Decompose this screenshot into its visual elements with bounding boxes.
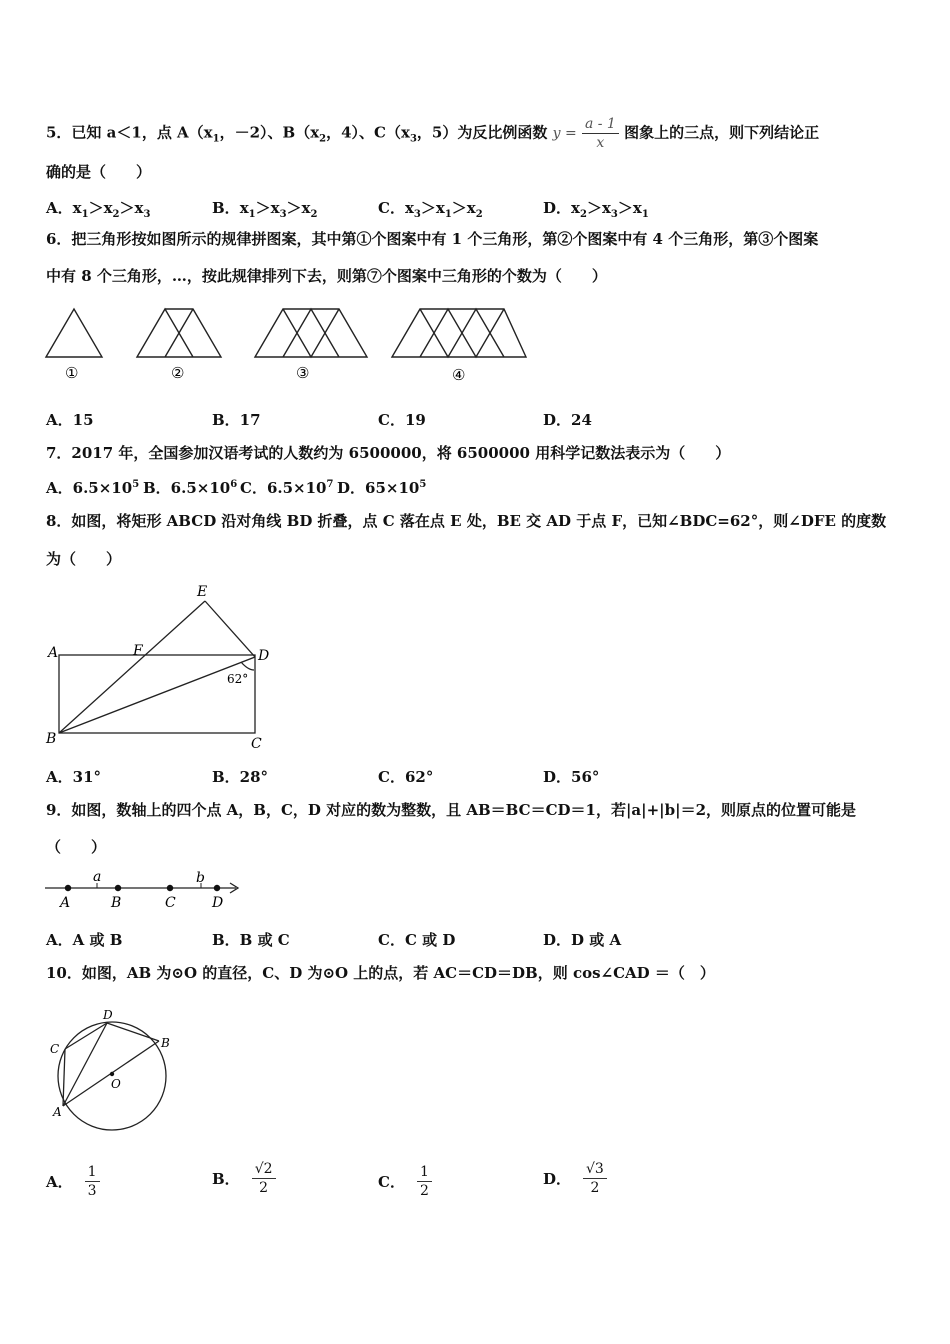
q8-option-c[interactable]: C．62°	[378, 768, 434, 786]
q9-line1: 9．如图，数轴上的四个点 A，B，C，D 对应的数为整数，且 AB＝BC＝CD＝1，若|a|+|b|＝2，则原点的位置可能是	[46, 801, 857, 819]
point-c	[167, 885, 173, 891]
q9-option-d[interactable]: D．D 或 A	[543, 931, 622, 949]
pattern-label-2: ②	[171, 364, 185, 382]
label-c: C	[165, 895, 176, 911]
q10-option-b[interactable]: B． $\frac{√2}{2}$	[212, 1160, 276, 1197]
point-a	[65, 885, 71, 891]
q6-option-c[interactable]: C．19	[378, 411, 426, 429]
q7-line1: 7．2017 年，全国参加汉语考试的人数约为 6500000，将 6500000 用科学记数法表示为（ ）	[46, 444, 731, 462]
label-d: D	[103, 1008, 113, 1022]
q6-option-a[interactable]: A．15	[46, 411, 94, 429]
q9-option-b[interactable]: B．B 或 C	[212, 931, 290, 949]
q8-option-b[interactable]: B．28°	[212, 768, 269, 786]
q5-line1: 5．已知 a＜1，点 $A(x_1$，－2）、$B(x_2$，4）、$C(x_3$，5）为反比例函数 y = $\frac{a - 1}{x}$ 图象上的三点，则下列结论正	[46, 116, 820, 151]
label-a: A	[53, 1105, 62, 1119]
label-o: O	[111, 1077, 121, 1091]
label-d: D	[258, 648, 270, 664]
q5-function-fraction: $\frac{a - 1}{x}$	[582, 115, 619, 152]
q10-line1: 10．如图，AB 为⊙O 的直径，C、D 为⊙O 上的点，若 AC＝CD＝DB，则 cos∠CAD ＝（ ）	[46, 964, 715, 982]
point-b	[115, 885, 121, 891]
q9-option-a[interactable]: A．A 或 B	[46, 931, 123, 949]
label-a-value: a	[93, 869, 102, 885]
label-b: B	[161, 1036, 170, 1050]
angle-label: 62°	[227, 672, 249, 686]
q5-line2: 确的是（ ）	[46, 163, 152, 181]
q7-option-d[interactable]: D．$65\times 10^5$	[337, 479, 427, 497]
label-b-value: b	[196, 870, 205, 886]
q7-option-b[interactable]: B．$6.5\times 10^6$	[143, 479, 238, 497]
q10-circle-figure	[45, 1006, 180, 1131]
q9-line2: （ ）	[46, 838, 107, 856]
pattern-label-3: ③	[296, 364, 310, 382]
q6-option-b[interactable]: B．17	[212, 411, 261, 429]
q6-option-d[interactable]: D．24	[543, 411, 592, 429]
q6-line1: 6．把三角形按如图所示的规律拼图案，其中第①个图案中有 1 个三角形，第②个图案中有 4 个三角形，第③个图案	[46, 230, 819, 248]
pattern-1	[46, 309, 102, 357]
segment-ed	[205, 601, 255, 657]
q7-option-a[interactable]: A．$6.5\times 10^5$	[46, 479, 140, 497]
pattern-label-1: ①	[65, 364, 79, 382]
label-c: C	[50, 1042, 60, 1056]
q10-option-d[interactable]: D． $\frac{√3}{2}$	[543, 1160, 607, 1197]
q6-triangle-pattern-figure	[40, 305, 540, 385]
label-d: D	[212, 895, 224, 911]
label-a: A	[48, 645, 59, 661]
q5-option-d[interactable]: D．$x_2>x_3>x_1$	[543, 199, 649, 220]
q9-option-c[interactable]: C．C 或 D	[378, 931, 456, 949]
chord-ad	[63, 1023, 107, 1106]
q10-option-a[interactable]: A． $\frac{1}{3}$	[46, 1163, 100, 1200]
label-f: F	[133, 643, 143, 659]
q6-line2: 中有 8 个三角形，…，按此规律排列下去，则第⑦个图案中三角形的个数为（ ）	[46, 267, 607, 285]
pattern-label-4: ④	[452, 366, 466, 384]
q5-option-a[interactable]: A．$x_1>x_2>x_3$	[46, 199, 151, 220]
q5-function-y: y =	[552, 125, 577, 142]
q9-number-line-figure	[40, 868, 250, 913]
label-b: B	[111, 895, 122, 911]
angle-arc	[241, 662, 254, 670]
q8-line1: 8．如图，将矩形 ABCD 沿对角线 BD 折叠，点 C 落在点 E 处，BE 交 AD 于点 F，已知∠BDC=62°，则∠DFE 的度数	[46, 512, 887, 530]
point-d	[214, 885, 220, 891]
center-o	[110, 1072, 114, 1076]
label-a: A	[60, 895, 71, 911]
segment-be	[59, 601, 205, 733]
q8-line2: 为（ ）	[46, 550, 122, 568]
label-c: C	[251, 736, 262, 752]
q10-option-c[interactable]: C． $\frac{1}{2}$	[378, 1163, 432, 1200]
q7-option-c[interactable]: C．$6.5\times 10^7$	[240, 479, 334, 497]
q5-option-c[interactable]: C．$x_3>x_1>x_2$	[378, 199, 483, 220]
q8-folded-rectangle-figure	[40, 578, 280, 753]
pattern-3	[255, 309, 367, 357]
chord-ac	[63, 1049, 65, 1106]
label-e: E	[197, 584, 208, 600]
q8-option-d[interactable]: D．56°	[543, 768, 600, 786]
pattern-4	[392, 309, 526, 357]
pattern-2	[137, 309, 221, 357]
diagonal-bd	[59, 657, 255, 733]
q8-option-a[interactable]: A．31°	[46, 768, 102, 786]
q5-option-b[interactable]: B．$x_1>x_3>x_2$	[212, 199, 318, 220]
label-b: B	[46, 731, 57, 747]
